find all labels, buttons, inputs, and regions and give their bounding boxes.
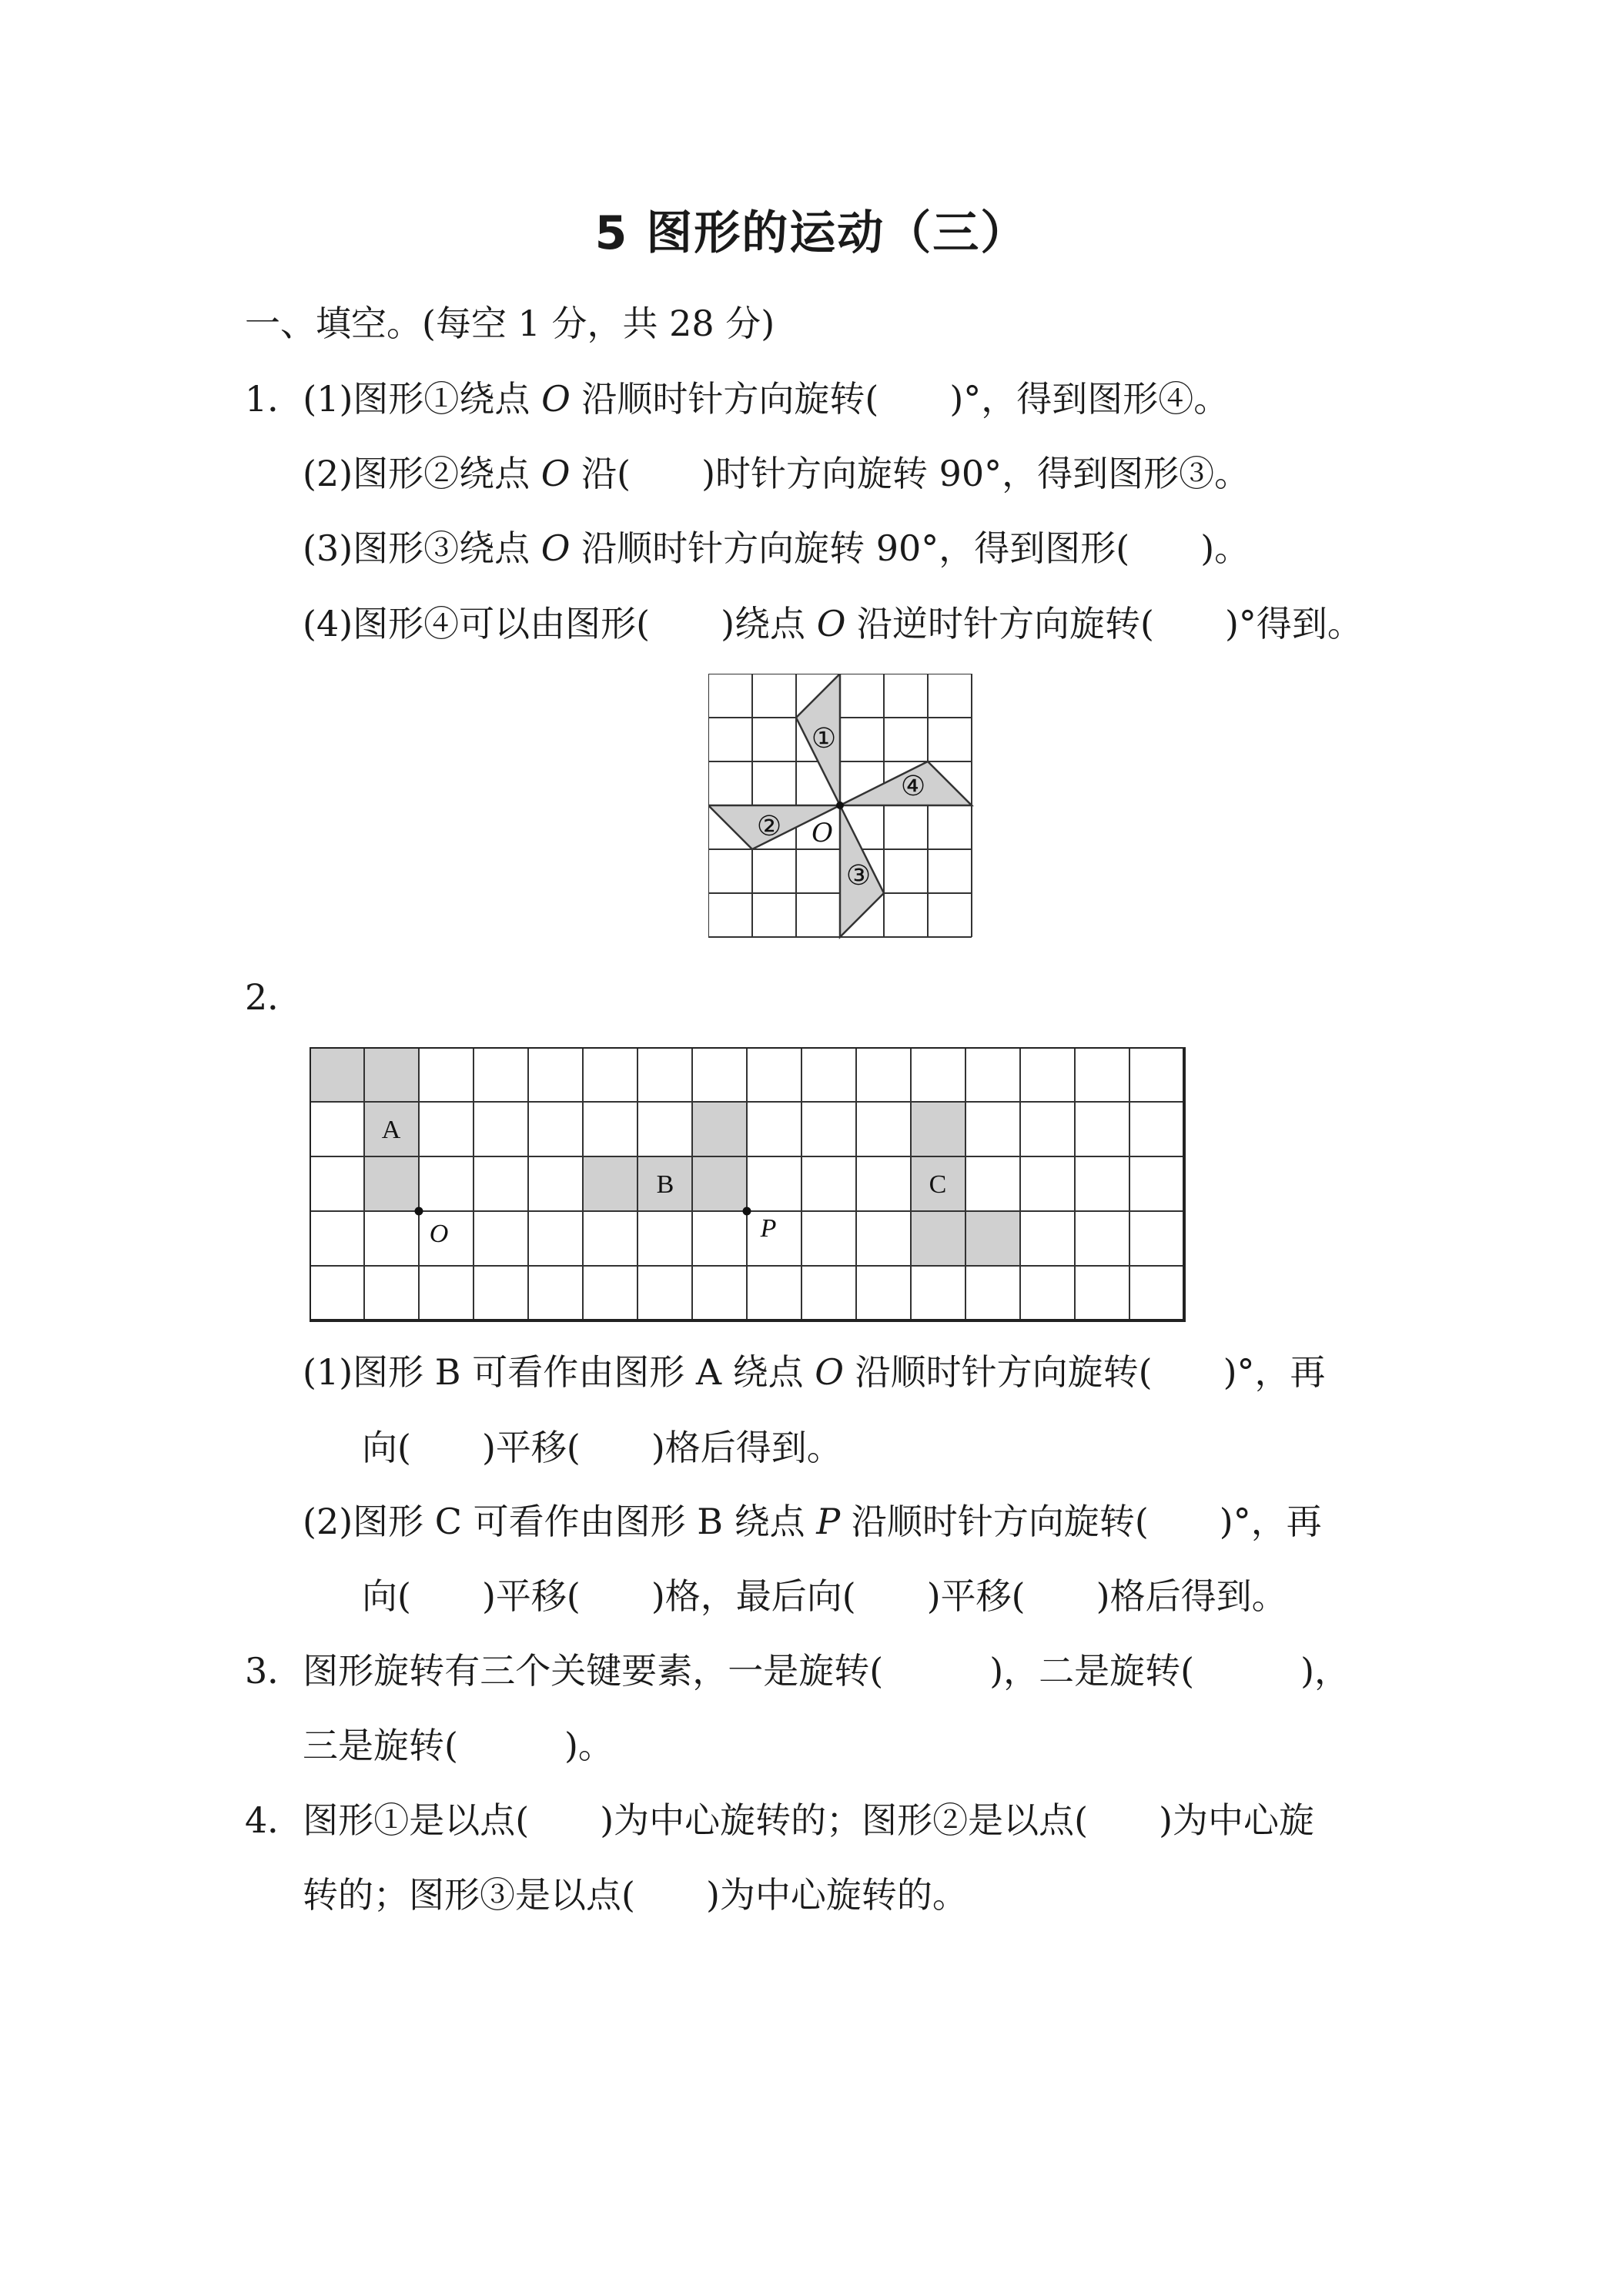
point-o [415, 1207, 423, 1216]
q2-grid-figure [310, 1047, 1203, 1332]
shape-a-cell [364, 1156, 419, 1211]
q3-line2: 三是旋转( )。 [303, 1725, 614, 1766]
shape-c-cell [965, 1211, 1020, 1266]
shape-a-cell [310, 1047, 364, 1102]
label-o: O [812, 818, 833, 848]
label-2: ② [756, 811, 782, 842]
shape-b-label: B [656, 1170, 674, 1199]
shape-a-cell [364, 1047, 419, 1102]
label-3: ③ [845, 860, 872, 892]
shape-c-label: C [929, 1170, 947, 1199]
center-point-o [836, 802, 844, 809]
shape-a-label: A [381, 1116, 401, 1144]
shape-c-cell [911, 1102, 965, 1156]
q1-part4: (4)图形④可以由图形( )绕点 O 沿逆时针方向旋转( )°得到。 [303, 603, 1363, 644]
q2-number: 2． [245, 976, 303, 1018]
q1-part2: (2)图形②绕点 O 沿( )时针方向旋转 90°，得到图形③。 [303, 453, 1250, 494]
section-heading: 一、填空。(每空 1 分，共 28 分) [245, 303, 775, 344]
point-p [743, 1207, 751, 1216]
shape-c-cell [911, 1211, 965, 1266]
label-1: ① [811, 723, 837, 755]
point-o-label: O [429, 1220, 449, 1248]
q4-line2: 转的；图形③是以点( )为中心旋转的。 [303, 1874, 968, 1916]
q2-sub1-line1: (1)图形 B 可看作由图形 A 绕点 O 沿顺时针方向旋转( )°，再 [303, 1351, 1326, 1393]
q2-sub2-line2: 向( )平移( )格，最后向( )平移( )格后得到。 [362, 1575, 1287, 1617]
shape-b-cell [692, 1102, 747, 1156]
q2-sub1-line2: 向( )平移( )格后得到。 [362, 1427, 842, 1468]
shape-b-cell [692, 1156, 747, 1211]
shape-b-cell [583, 1156, 637, 1211]
q2-sub2-line1: (2)图形 C 可看作由图形 B 绕点 P 沿顺时针方向旋转( )°，再 [303, 1501, 1322, 1542]
point-p-label: P [760, 1214, 777, 1243]
q1-part1: 1．(1)图形①绕点 O 沿顺时针方向旋转( )°，得到图形④。 [245, 378, 1230, 420]
q1-pinwheel-figure [708, 674, 986, 951]
q2-grid [310, 1047, 1184, 1320]
q4-line1: 4．图形①是以点( )为中心旋转的；图形②是以点( )为中心旋 [245, 1799, 1315, 1841]
q3-line1: 3．图形旋转有三个关键要素，一是旋转( )，二是旋转( )， [245, 1650, 1350, 1692]
page-title: 5 图形的运动（三） [594, 206, 1029, 260]
label-4: ④ [900, 771, 926, 802]
q1-part3: (3)图形③绕点 O 沿顺时针方向旋转 90°，得到图形( )。 [303, 527, 1250, 569]
